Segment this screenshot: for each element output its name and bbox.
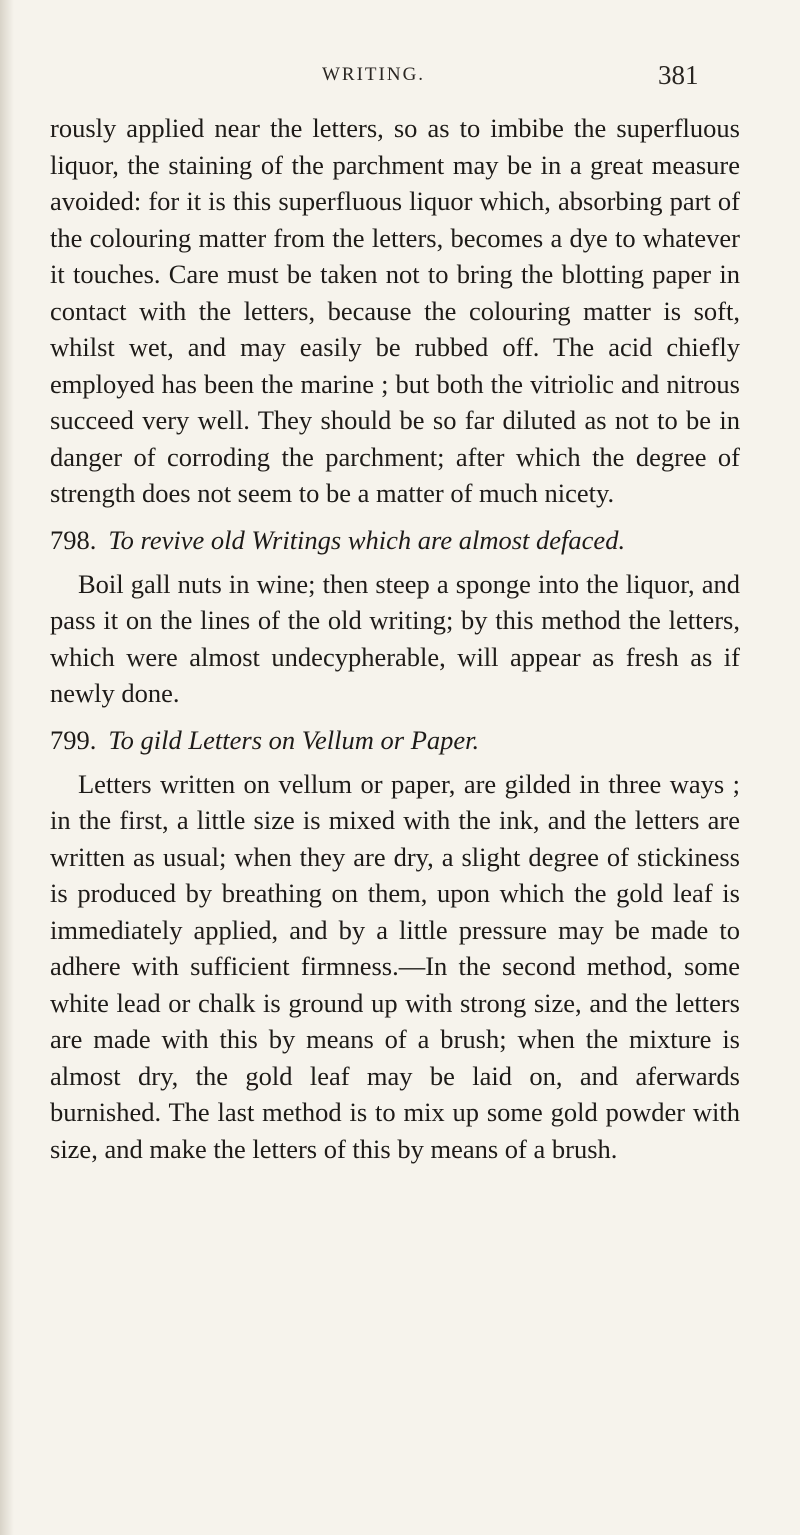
section-798-number: 798. bbox=[50, 524, 97, 555]
section-799-title: To gild Letters on Vellum or Paper. bbox=[108, 724, 480, 755]
running-title: WRITING. bbox=[322, 64, 426, 85]
section-799-paragraph: Letters written on vellum or paper, are gilded in three ways ; in the first, a little size is mixed with the ink, and the letters are written as usual; when they are dry, a slight degree of stickiness is produced by breathing on them, upon which the gold leaf is immediately applied, and by a little pressure may be made to adhere with sufficient firmness.—In the second method, some white lead or chalk is ground up with strong size, and the letters are made with this by means of a brush; when the mixture is almost dry, the gold leaf may be laid on, and aferwards burnished. The last method is to mix up some gold powder with size, and make the letters of this by means of a brush. bbox=[50, 768, 740, 1164]
section-798-paragraph: Boil gall nuts in wine; then steep a sponge into the liquor, and pass it on the lines of the old writing; by this method the letters, which were almost undecypherable, will appear as fresh as if newly done. bbox=[50, 568, 740, 708]
section-798-heading bbox=[50, 522, 740, 558]
continued-paragraph: rously applied near the letters, so as to imbibe the superfluous liquor, the staining of the parchment may be in a great measure avoided: for it is this superfluous liquor which, absorbing part of the colouring matter from the letters, becomes a dye to whatever it touches. Care must be taken not to bring the blotting paper in contact with the letters, because the colouring matter is soft, whilst wet, and may easily be rubbed off. The acid chiefly employed has been the marine ; but both the vitriolic and nitrous succeed very well. They should be so far diluted as not to be in danger of corroding the parchment; after which the degree of strength does not seem to be a matter of much nicety. bbox=[50, 113, 740, 508]
section-798-title: To revive old Writings which are almost defaced. bbox=[108, 524, 626, 555]
page-gutter-shadow bbox=[0, 0, 14, 1535]
page-number: 381 bbox=[658, 60, 699, 90]
text-block bbox=[50, 110, 740, 1167]
section-799-number: 799. bbox=[50, 724, 97, 755]
running-header bbox=[0, 60, 800, 96]
section-799-heading bbox=[50, 722, 740, 758]
